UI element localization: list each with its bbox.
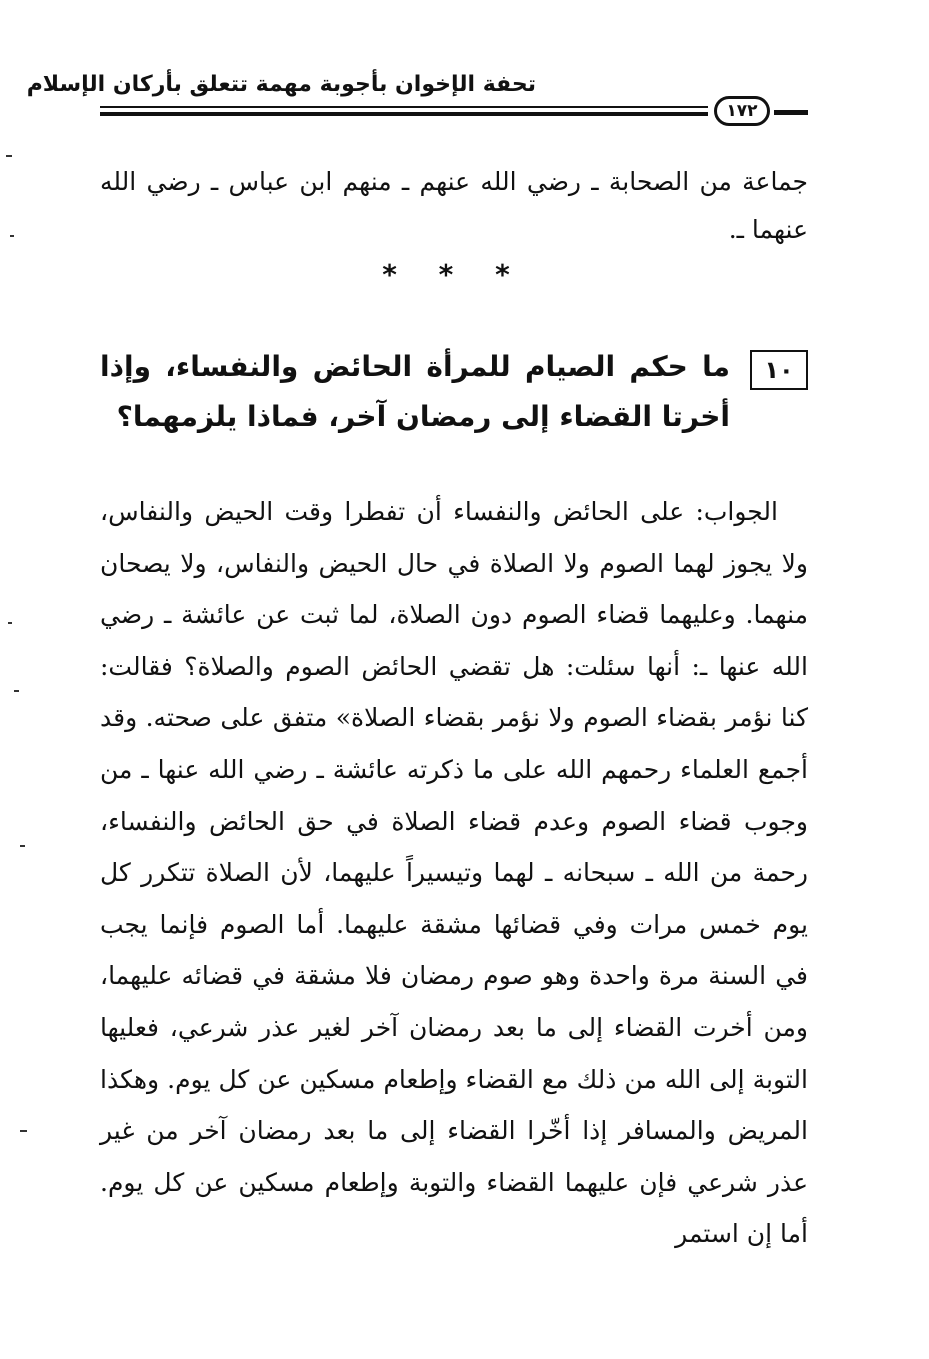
header-rule-thick xyxy=(100,112,708,116)
scan-speck xyxy=(20,1130,27,1132)
scan-speck xyxy=(20,845,25,847)
question-text: ما حكم الصيام للمرأة الحائض والنفساء، وإذا أخرتا القضاء إلى رمضان آخر، فماذا يلزمهما؟ xyxy=(100,350,730,433)
scan-speck xyxy=(8,622,12,624)
header-rule-tail xyxy=(774,110,808,115)
intro-paragraph: جماعة من الصحابة ـ رضي الله عنهم ـ منهم ابن عباس ـ رضي الله عنهما ـ. xyxy=(100,167,808,244)
scan-speck xyxy=(10,235,14,237)
scan-speck xyxy=(6,155,12,157)
answer-body xyxy=(100,486,808,1260)
book-title: تحفة الإخوان بأجوبة مهمة تتعلق بأركان الإسلام xyxy=(26,72,536,97)
running-header xyxy=(26,66,808,121)
header-rule-thin xyxy=(100,106,708,108)
question-number-box: ١٠ xyxy=(750,350,808,390)
answer-paragraph: الجواب: على الحائض والنفساء أن تفطرا وقت الحيض والنفاس، ولا يجوز لهما الصوم ولا الصلاة في حال الحيض والنفاس، ولا يصحان منهما. وعليهما قضاء الصوم دون الصلاة، لما ثبت عن عائشة ـ رضي الله عنها ـ: أنها سئلت: هل تقضي الحائض الصوم والصلاة؟ فقالت: كنا نؤمر بقضاء الصوم ولا نؤمر بقضاء الصلاة» متفق على صحته. وقد أجمع العلماء رحمهم الله على ما ذكرته عائشة ـ رضي الله عنها ـ من وجوب قضاء الصوم وعدم قضاء الصلاة في حق الحائض والنفساء، رحمة من الله ـ سبحانه ـ لهما وتيسيراً عليهما، لأن الصلاة تتكرر كل يوم خمس مرات وفي قضائها مشقة عليهما. أما الصوم فإنما يجب في السنة مرة واحدة وهو صوم رمضان فلا مشقة في قضائه عليهما، ومن أخرت القضاء إلى ما بعد رمضان آخر لغير عذر شرعي، فعليها التوبة إلى الله من ذلك مع القضاء وإطعام مسكين عن كل يوم. وهكذا المريض والمسافر إذا أخّرا القضاء إلى ما بعد رمضان آخر من غير عذر شرعي فإن عليهما القضاء والتوبة وإطعام مسكين عن كل يوم. أما إن استمر xyxy=(100,497,808,1249)
section-separator: * * * xyxy=(382,258,526,291)
scan-speck xyxy=(14,690,19,692)
question-heading xyxy=(100,342,808,442)
page-number: ١٧٢ xyxy=(714,96,770,126)
